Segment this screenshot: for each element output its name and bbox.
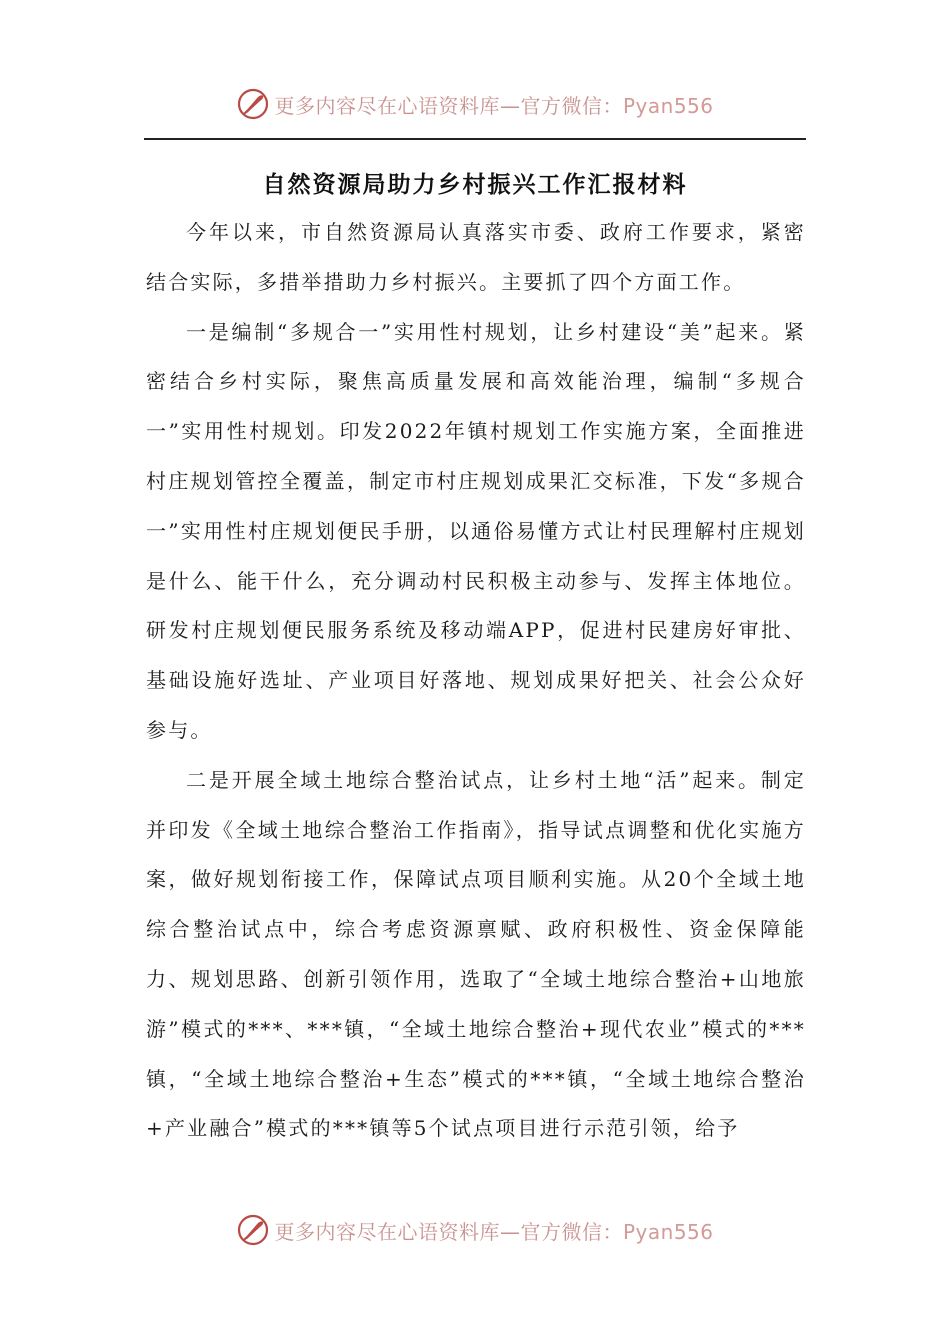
watermark-text: 更多内容尽在心语资料库—官方微信：Pyan556: [274, 1219, 714, 1244]
footer-watermark: [0, 1210, 950, 1250]
watermark-handle: Pyan556: [622, 93, 714, 118]
paragraph: 今年以来，市自然资源局认真落实市委、政府工作要求，紧密结合实际，多措举措助力乡村振兴。主要抓了四个方面工作。: [146, 220, 806, 294]
header-watermark: [0, 84, 950, 124]
watermark-text: 更多内容尽在心语资料库—官方微信：Pyan556: [274, 93, 714, 118]
header-divider: [144, 138, 806, 140]
paragraph: 二是开展全域土地综合整治试点，让乡村土地“活”起来。制定并印发《全域土地综合整治工作指南》，指导试点调整和优化实施方案，做好规划衔接工作，保障试点项目顺利实施。从20个全域土地综合整治试点中，综合考虑资源禀赋、政府积极性、资金保障能力、规划思路、创新引领作用，选取了“全域土地综合整治+山地旅游”模式的***、***镇，“全域土地综合整治+现代农业”模式的***镇，“全域土地综合整治+生态”模式的***镇，“全域土地综合整治+产业融合”模式的***镇等5个试点项目进行示范引领，给予: [146, 767, 806, 1141]
paragraph: 一是编制“多规合一”实用性村规划，让乡村建设“美”起来。紧密结合乡村实际，聚焦高质量发展和高效能治理，编制“多规合一”实用性村规划。印发2022年镇村规划工作实施方案，全面推进村庄规划管控全覆盖，制定市村庄规划成果汇交标准，下发“多规合一”实用性村庄规划便民手册，以通俗易懂方式让村民理解村庄规划是什么、能干什么，充分调动村民积极主动参与、发挥主体地位。研发村庄规划便民服务系统及移动端APP，促进村民建房好审批、基础设施好选址、产业项目好落地、规划成果好把关、社会公众好参与。: [146, 319, 806, 742]
quill-pen-logo-icon: [236, 1213, 270, 1247]
document-body: [146, 208, 806, 1154]
document-title: 自然资源局助力乡村振兴工作汇报材料: [262, 172, 688, 198]
watermark-handle: Pyan556: [622, 1219, 714, 1244]
quill-pen-logo-icon: [236, 87, 270, 121]
